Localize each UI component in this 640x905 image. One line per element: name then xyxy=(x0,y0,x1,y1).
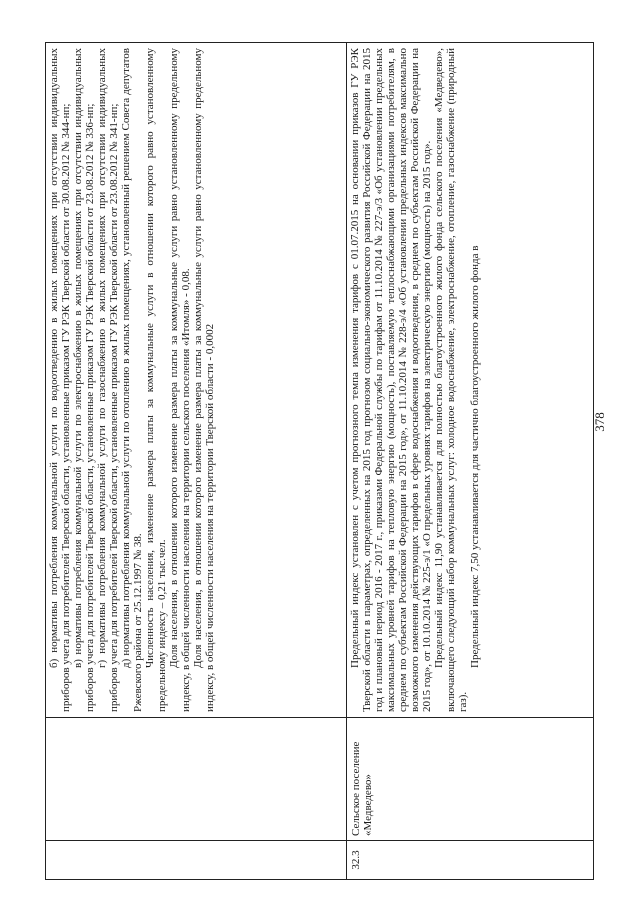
row-number-cell: 32.3 xyxy=(347,841,594,880)
table-row xyxy=(46,43,347,880)
paragraph: Предельный индекс 7,50 устанавливается для частично благоустроенного жилого фонда в xyxy=(469,245,481,668)
description-cell xyxy=(347,43,594,718)
paragraph: Доля населения, в отношении которого изменение размера платы за коммунальные услуги равно установленному предельному индексу, в общей численности населения на территории сельского поселения «Итомля» - 0,08. xyxy=(168,48,192,712)
paragraph: б) нормативы потребления коммунальной услуги по водоотведению в жилых помещениях при отсутствии индивидуальных приборов учета для потребителей Тверской области, установленные приказом ГУ РЭК Тверской области от 30.08.2012 № 344-нп; xyxy=(48,48,72,712)
paragraph: в) нормативы потребления коммунальной услуги по электроснабжению в жилых помещениях при отсутствии индивидуальных приборов учета для потребителей Тверской области, установленные приказом ГУ РЭК Тверской области от 23.08.2012 № 336-нп; xyxy=(72,48,96,712)
paragraph: д) нормативы потребления коммунальной услуги по отоплению в жилых помещениях, установленный решением Совета депутатов Ржевского района от 25.12.1997 № 38. xyxy=(120,48,144,712)
paragraph: Доля населения, в отношении которого изменение размера платы за коммунальные услуги равно установленному предельному индексу, в общей численности населения на территории Тверской области - 0,0002 xyxy=(192,48,216,712)
table-row xyxy=(347,43,594,880)
paragraph: Предельный индекс установлен с учетом прогнозного темпа изменения тарифов с 01.07.2015 на основании приказов ГУ РЭК Тверской области в параметрах, определенных на 2015 год прогнозом социально-экономического развития Российской Федерации на 2015 год и плановый период 2016 - 2017 г., приказами Федеральной службы по тарифам от 11.10.2014 № 227-э/3 «Об установлении предельных максимальных уровней тарифов на тепловую энергию (мощность), поставляемую теплоснабжающими организациями потребителям, в среднем по субъектам Российской Федерации на 2015 год», от 11.10.2014 № 228-э/4 «Об установлении предельных индексов максимально возможного изменения действующих тарифов в сфере водоснабжения и водоотведения, в среднем по субъектам Российской Федерации на 2015 год», от 10.10.2014 № 225-э/1 «О предельных уровнях тарифов на электрическую энергию (мощность) на 2015 год». xyxy=(349,48,433,712)
row-number-cell xyxy=(46,841,347,880)
page-number: 378 xyxy=(592,412,607,432)
description-cell xyxy=(46,43,347,718)
paragraph: Предельный индекс 11,90 устанавливается для полностью благоустроенного жилого фонда сельского поселения «Медведево», включающего следующий набор коммунальных услуг: холодное водоснабжение, электроснабжение, отопление, газоснабжение (природный газ). xyxy=(433,48,469,712)
document-table xyxy=(45,42,594,880)
paragraph: Численность населения, изменение размера платы за коммунальные услуги в отношении которого равно установленному предельному индексу – 0,21 тыс.чел. xyxy=(144,48,168,712)
settlement-cell: Сельское поселение «Медведево» xyxy=(347,718,594,841)
paragraph: г) нормативы потребления коммунальной услуги по газоснабжению в жилых помещениях при отсутствии индивидуальных приборов учета для потребителей Тверской области, установленные приказом ГУ РЭК Тверской области от 23.08.2012 № 341-нп; xyxy=(96,48,120,712)
settlement-cell xyxy=(46,718,347,841)
